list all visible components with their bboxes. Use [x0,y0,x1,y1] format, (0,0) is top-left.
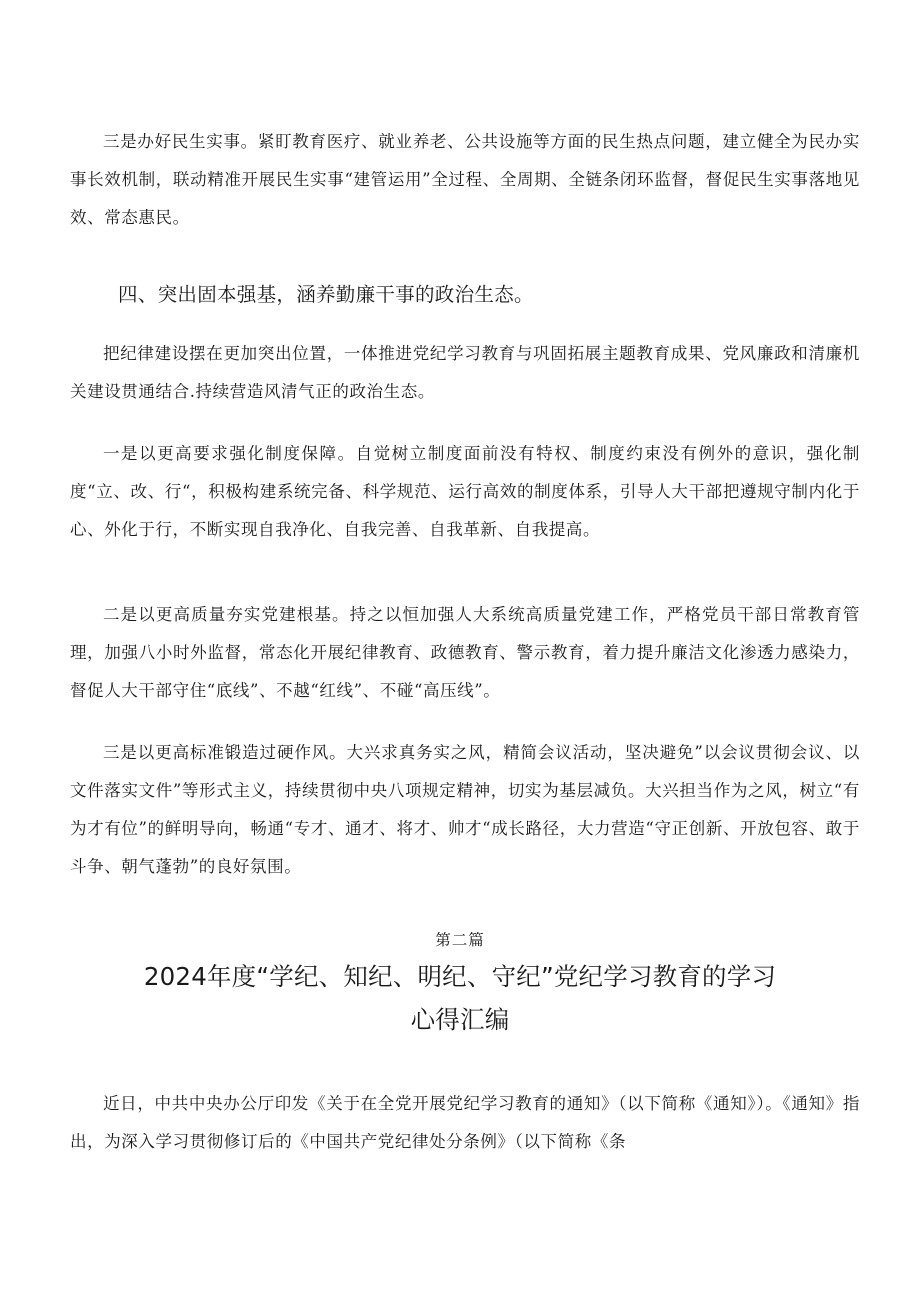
section-heading-four: 四、突出固本强基，涵养勤廉干事的政治生态。 [118,283,534,306]
section-number-label: 第二篇 [435,931,485,949]
paragraph-discipline-building: 把纪律建设摆在更加突出位置，一体推进党纪学习教育与巩固拓展主题教育成果、党风廉政和清廉机关建设贯通结合.持续营造风清气正的政治生态。 [70,344,860,401]
paragraph-intro-notice: 近日，中共中央办公厅印发《关于在全党开展党纪学习教育的通知》（以下简称《通知》）。《通知》指出，为深入学习贯彻修订后的《中国共产党纪律处分条例》（以下简称《条 [70,1094,860,1151]
title-line-2: 心得汇编 [410,1005,510,1034]
paragraph-institutional-guarantee: 一是以更高要求强化制度保障。自觉树立制度面前没有特权、制度约束没有例外的意识，强化制度“立、改、行“，积极构建系统完备、科学规范、运行高效的制度体系，引导人大干部把遵规守制内化于心、外化于行，不断实现自我净化、自我完善、自我革新、自我提高。 [70,444,860,539]
paragraph-party-building: 二是以更高质量夯实党建根基。持之以恒加强人大系统高质量党建工作，严格党员干部日常教育管理，加强八小时外监督，常态化开展纪律教育、政德教育、警示教育，着力提升廉洁文化渗透力感染力，督促人大干部守住“底线”、不越“红线”、不碰“高压线”。 [70,605,860,700]
paragraph-work-style: 三是以更高标准锻造过硬作风。大兴求真务实之风，精简会议活动，坚决避免”以会议贯彻会议、以文件落实文件”等形式主义，持续贯彻中央八项规定精神，切实为基层减负。大兴担当作为之风，树立“有为才有位”的鲜明导向，畅通“专才、通才、将才、帅才“成长路径，大力营造“守正创新、开放包容、敢于斗争、朝气蓬勃”的良好氛围。 [70,743,860,876]
paragraph-livelihood: 三是办好民生实事。紧盯教育医疗、就业养老、公共设施等方面的民生热点问题，建立健全为民办实事长效机制，联动精准开展民生实事“建管运用”全过程、全周期、全链条闭环监督，督促民生实事落地见效、常态惠民。 [70,132,860,227]
title-line-1: 2024年度“学纪、知纪、明纪、守纪”党纪学习教育的学习 [143,962,777,991]
document-title [80,955,840,1041]
